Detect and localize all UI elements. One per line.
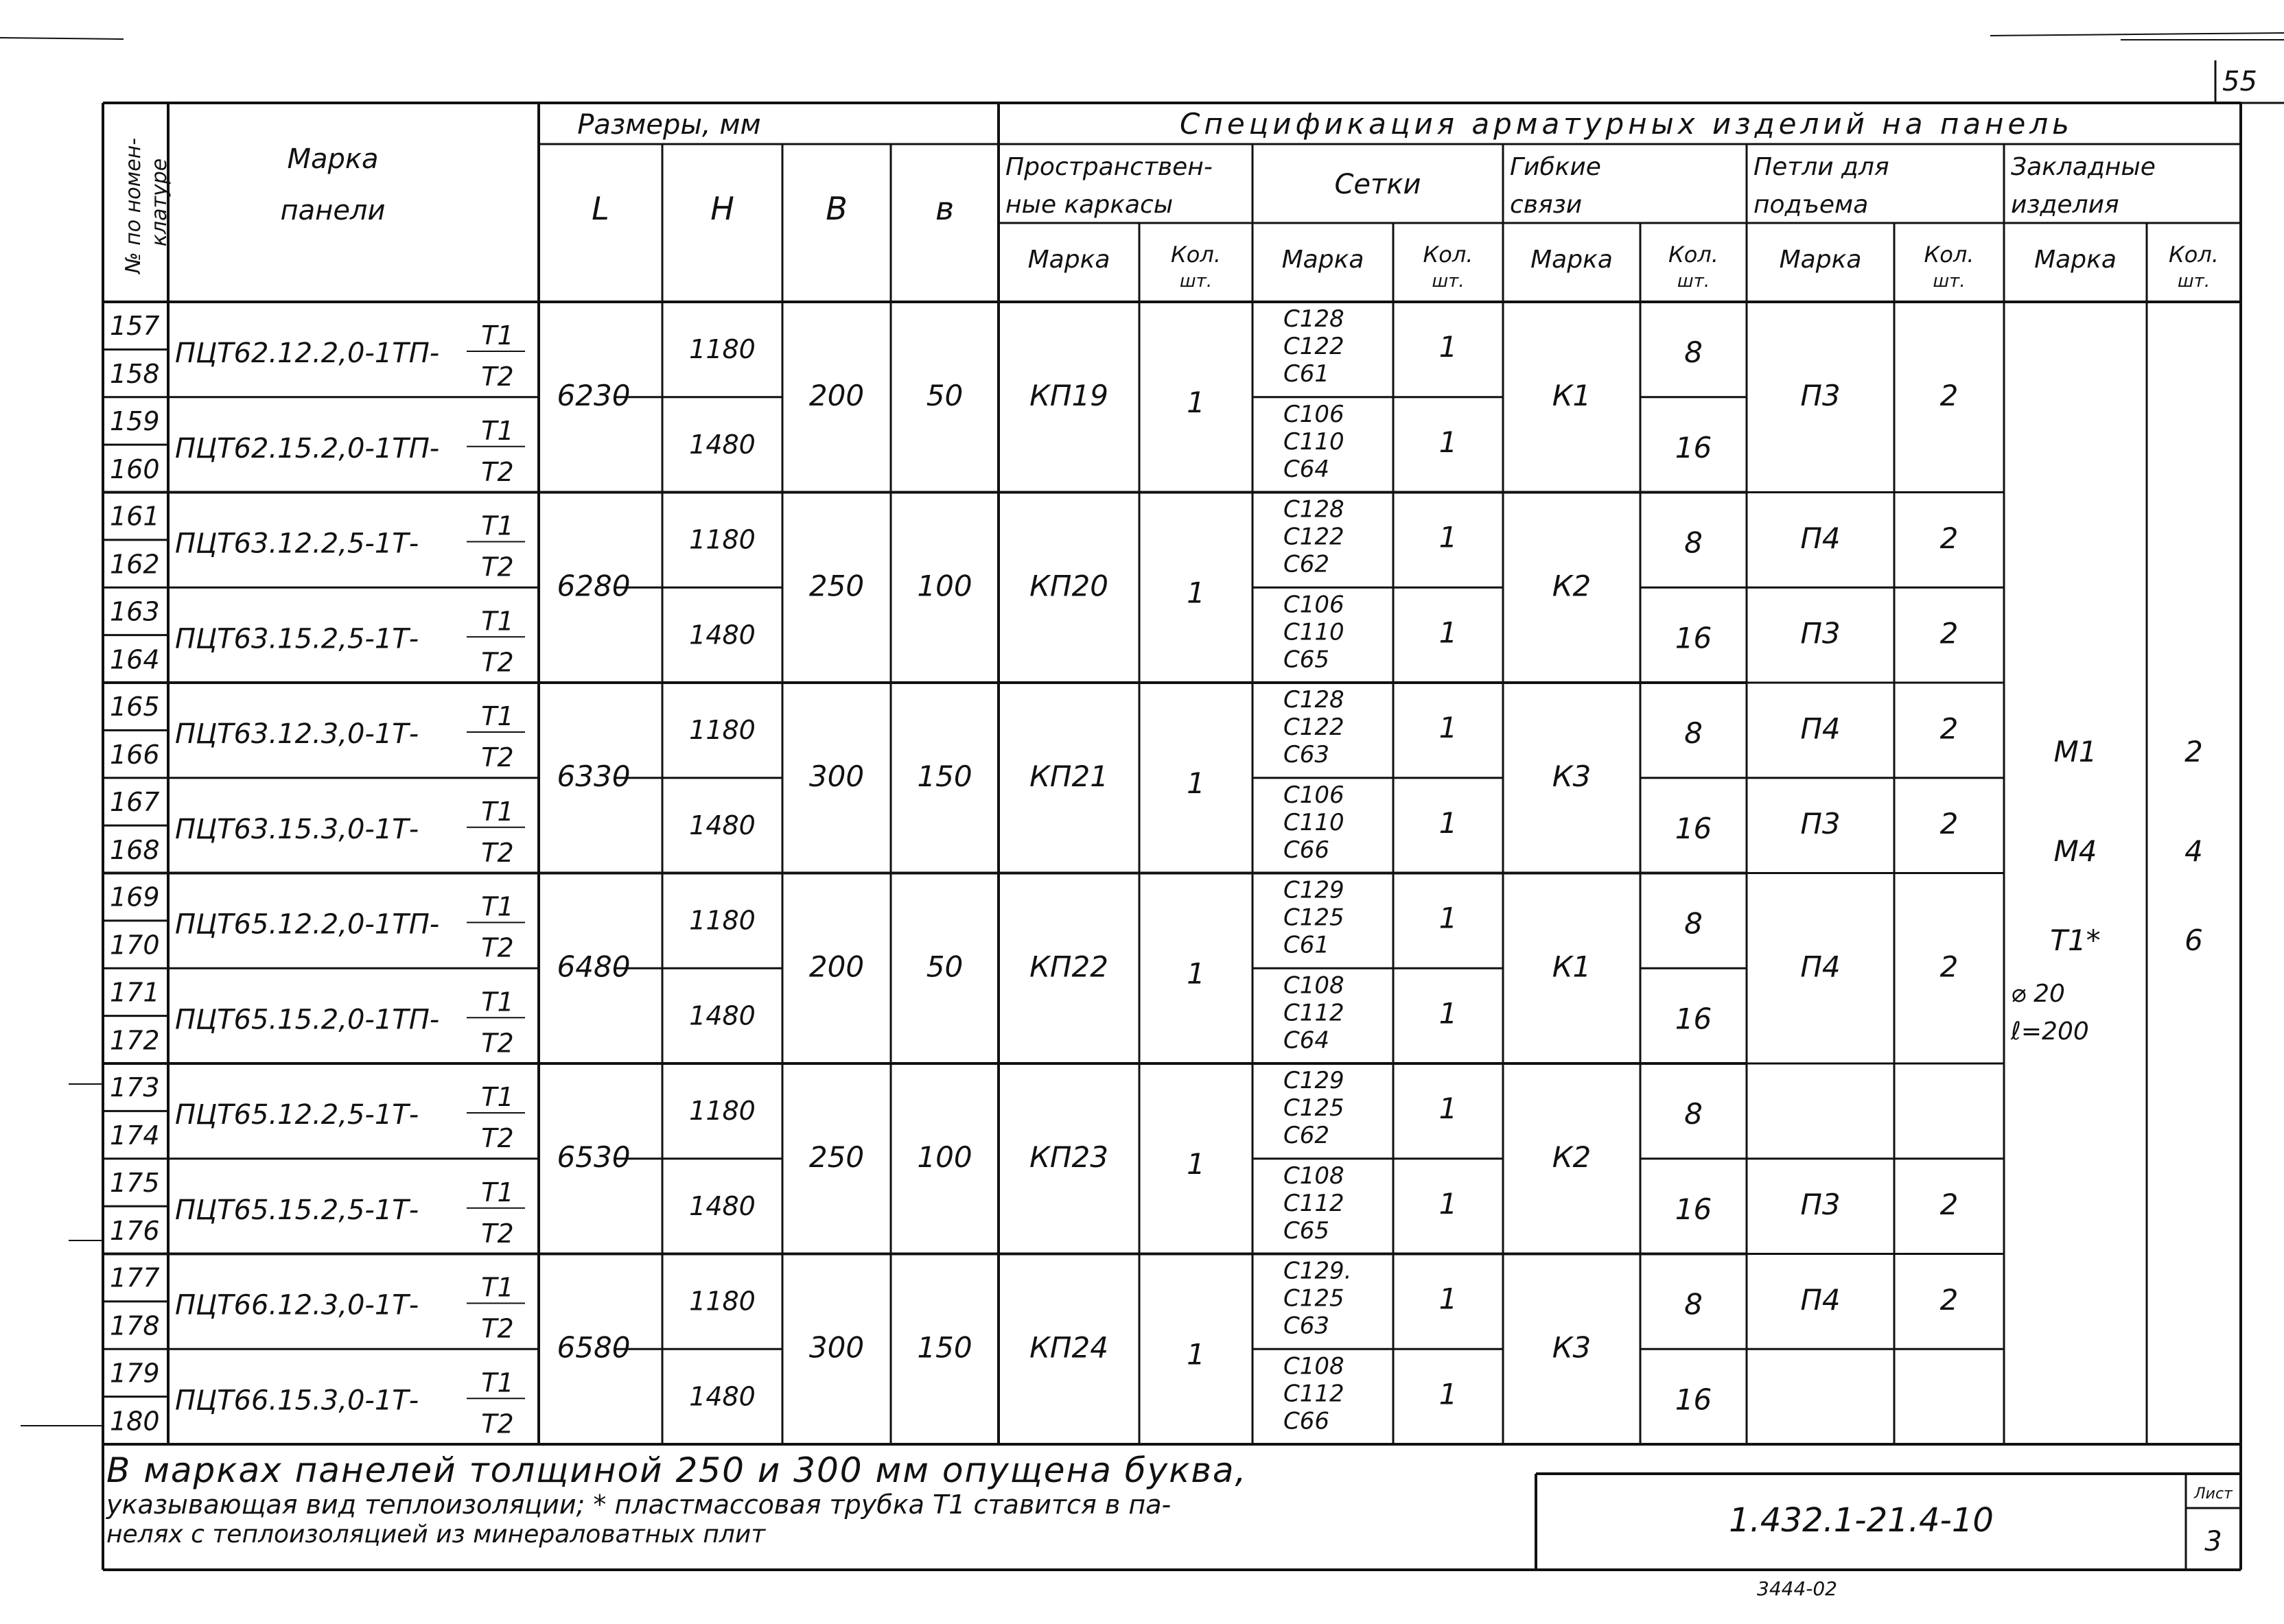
item-number: 170 xyxy=(110,930,160,961)
net-mark: С64 xyxy=(1283,455,1330,483)
tie-qty: 8 xyxy=(1684,1097,1703,1131)
variant-top: Т1 xyxy=(481,1177,514,1208)
loop-qty: 2 xyxy=(1939,521,1959,555)
item-number: 172 xyxy=(110,1025,160,1056)
loop-qty: 2 xyxy=(1939,1188,1959,1222)
header-mark-line1: Марка xyxy=(287,143,379,175)
frame-qty: 1 xyxy=(1187,576,1205,610)
net-mark: С63 xyxy=(1283,1312,1330,1340)
frame-mark: КП24 xyxy=(1029,1330,1108,1365)
net-mark: С122 xyxy=(1283,714,1344,741)
width-value: 250 xyxy=(808,569,865,603)
variant-bottom: Т2 xyxy=(481,1313,514,1344)
net-qty: 1 xyxy=(1438,1377,1458,1411)
net-qty: 1 xyxy=(1438,1186,1458,1221)
item-number: 179 xyxy=(110,1358,160,1389)
header-qty-3-line1: Кол. xyxy=(1668,242,1718,268)
header-marka-5: Марка xyxy=(2034,246,2117,274)
net-mark: С62 xyxy=(1283,550,1330,578)
tie-mark: К3 xyxy=(1552,759,1592,793)
item-number: 173 xyxy=(110,1072,160,1103)
variant-top: Т1 xyxy=(481,796,514,827)
frame-mark: КП21 xyxy=(1029,759,1108,793)
loop-qty: 2 xyxy=(1939,378,1959,412)
embedded-diameter: ⌀ 20 xyxy=(2011,980,2065,1008)
width-value: 200 xyxy=(808,950,865,984)
net-mark: С125 xyxy=(1283,1094,1344,1122)
header-specification: Спецификация арматурных изделий на панель xyxy=(1180,107,2073,141)
net-qty: 1 xyxy=(1438,520,1458,554)
net-mark: С61 xyxy=(1283,360,1330,388)
height-value: 1480 xyxy=(689,1381,756,1412)
tie-qty: 8 xyxy=(1684,906,1703,941)
panel-mark: ПЦТ63.12.2,5-1Т- xyxy=(175,528,419,560)
frame-mark: КП22 xyxy=(1029,950,1108,984)
header-group-1-line1: Пространствен- xyxy=(1005,153,1213,181)
scan-edge-mark xyxy=(1990,33,2284,36)
header-qty-5-line2: шт. xyxy=(2177,271,2211,292)
height-value: 1180 xyxy=(689,334,756,364)
height-value: 1180 xyxy=(689,1286,756,1317)
embedded-length: ℓ=200 xyxy=(2011,1017,2089,1046)
net-mark: С66 xyxy=(1283,836,1330,864)
net-mark: С66 xyxy=(1283,1407,1330,1435)
loop-mark: П4 xyxy=(1800,1282,1841,1317)
panel-mark: ПЦТ65.15.2,0-1ТП- xyxy=(175,1004,440,1036)
embedded-qty: 4 xyxy=(2184,834,2203,868)
header-sizes: Размеры, мм xyxy=(577,109,761,141)
header-qty-5-line1: Кол. xyxy=(2169,242,2219,268)
height-value: 1480 xyxy=(689,810,756,840)
embedded-mark: Т1* xyxy=(2050,923,2101,957)
tie-qty: 8 xyxy=(1684,526,1703,560)
header-nomenclature-number xyxy=(121,131,172,274)
loop-mark: П3 xyxy=(1800,807,1841,841)
header-qty-4-line2: шт. xyxy=(1933,271,1966,292)
width-value: 200 xyxy=(808,378,865,412)
insulation-value: 150 xyxy=(917,1330,972,1365)
variant-bottom: Т2 xyxy=(481,456,514,487)
panel-mark: ПЦТ63.15.2,5-1Т- xyxy=(175,623,419,655)
net-mark: С128 xyxy=(1283,305,1344,333)
net-mark: С62 xyxy=(1283,1122,1330,1149)
inventory-mark: 3444-02 xyxy=(1757,1577,1837,1600)
insulation-value: 100 xyxy=(917,1140,972,1174)
variant-bottom: Т2 xyxy=(481,1028,514,1059)
variant-bottom: Т2 xyxy=(481,552,514,582)
item-number: 177 xyxy=(110,1262,160,1293)
net-mark: С112 xyxy=(1283,1189,1344,1217)
net-mark: С65 xyxy=(1283,1216,1330,1245)
net-mark: С64 xyxy=(1283,1026,1330,1055)
net-qty: 1 xyxy=(1438,1282,1458,1316)
variant-top: Т1 xyxy=(481,606,514,637)
page-number: 55 xyxy=(2222,66,2257,97)
sheet-label: Лист xyxy=(2194,1485,2233,1503)
variant-top: Т1 xyxy=(481,701,514,731)
header-size-1: L xyxy=(592,190,609,227)
sheet-number: 3 xyxy=(2204,1526,2222,1557)
header-qty-2-line2: шт. xyxy=(1432,271,1465,292)
item-number: 162 xyxy=(110,549,160,580)
tie-qty: 8 xyxy=(1684,716,1703,750)
header-group-3-line1: Гибкие xyxy=(1510,153,1601,181)
length-value: 6580 xyxy=(557,1330,631,1365)
tie-qty: 16 xyxy=(1675,811,1712,845)
variant-top: Т1 xyxy=(481,1272,514,1303)
tie-mark: К2 xyxy=(1552,569,1592,603)
panel-mark: ПЦТ66.12.3,0-1Т- xyxy=(175,1289,419,1321)
loop-mark: П3 xyxy=(1800,1188,1841,1222)
insulation-value: 50 xyxy=(926,950,964,984)
panel-mark: ПЦТ63.15.3,0-1Т- xyxy=(175,813,419,845)
header-mark-line2: панели xyxy=(280,195,386,226)
net-mark: С61 xyxy=(1283,931,1330,959)
scan-edge-mark xyxy=(0,38,124,39)
frame-mark: КП20 xyxy=(1029,569,1108,603)
tie-qty: 16 xyxy=(1675,621,1712,655)
net-qty: 1 xyxy=(1438,711,1458,744)
net-qty: 1 xyxy=(1438,615,1458,650)
frame-qty: 1 xyxy=(1187,1337,1205,1372)
tie-mark: К1 xyxy=(1552,378,1592,412)
header-qty-1-line1: Кол. xyxy=(1171,242,1221,268)
item-number: 165 xyxy=(110,692,160,722)
net-mark: С125 xyxy=(1283,904,1344,932)
net-mark: С129 xyxy=(1283,1067,1344,1094)
header-qty-1-line2: шт. xyxy=(1179,271,1213,292)
net-qty: 1 xyxy=(1438,425,1458,459)
tie-qty: 8 xyxy=(1684,336,1703,369)
header-size-4: в xyxy=(935,190,955,227)
net-mark: С129. xyxy=(1283,1257,1352,1285)
net-mark: С122 xyxy=(1283,523,1344,551)
frame-qty: 1 xyxy=(1187,385,1205,419)
item-number: 174 xyxy=(110,1120,160,1151)
header-marka-4: Марка xyxy=(1779,246,1862,274)
loop-mark: П4 xyxy=(1800,521,1841,555)
embedded-qty: 2 xyxy=(2184,735,2203,768)
variant-bottom: Т2 xyxy=(481,647,514,678)
height-value: 1480 xyxy=(689,429,756,460)
height-value: 1180 xyxy=(689,715,756,745)
panel-mark: ПЦТ62.15.2,0-1ТП- xyxy=(175,432,440,464)
insulation-value: 50 xyxy=(926,378,964,412)
width-value: 300 xyxy=(808,1330,865,1365)
variant-bottom: Т2 xyxy=(481,742,514,773)
height-value: 1180 xyxy=(689,524,756,555)
item-number: 160 xyxy=(110,454,160,484)
item-number: 159 xyxy=(110,405,160,436)
net-mark: С112 xyxy=(1283,999,1344,1027)
loop-mark: П3 xyxy=(1800,378,1841,412)
loop-qty: 2 xyxy=(1939,711,1959,746)
panel-mark: ПЦТ63.12.3,0-1Т- xyxy=(175,718,419,750)
net-mark: С122 xyxy=(1283,333,1344,360)
embedded-mark: М1 xyxy=(2053,735,2097,768)
item-number: 161 xyxy=(110,501,160,532)
net-qty: 1 xyxy=(1438,996,1458,1031)
item-number: 163 xyxy=(110,596,160,627)
net-qty: 1 xyxy=(1438,901,1458,935)
variant-top: Т1 xyxy=(481,1367,514,1398)
length-value: 6330 xyxy=(557,759,631,793)
length-value: 6480 xyxy=(557,950,631,984)
frame-mark: КП23 xyxy=(1029,1140,1108,1174)
tie-mark: К1 xyxy=(1552,950,1592,984)
variant-top: Т1 xyxy=(481,415,514,446)
variant-bottom: Т2 xyxy=(481,362,514,392)
loop-qty: 2 xyxy=(1939,807,1959,841)
embedded-mark: М4 xyxy=(2053,834,2097,868)
net-mark: С108 xyxy=(1283,1352,1344,1380)
item-number: 167 xyxy=(110,786,160,817)
variant-bottom: Т2 xyxy=(481,1409,514,1439)
tie-qty: 16 xyxy=(1675,1192,1712,1226)
net-mark: С110 xyxy=(1283,427,1344,456)
item-number: 180 xyxy=(110,1406,160,1437)
loop-mark: П3 xyxy=(1800,616,1841,650)
height-value: 1480 xyxy=(689,1190,756,1221)
loop-qty: 2 xyxy=(1939,950,1959,984)
net-mark: С125 xyxy=(1283,1284,1344,1313)
net-qty: 1 xyxy=(1438,805,1458,840)
height-value: 1480 xyxy=(689,620,756,650)
net-mark: С106 xyxy=(1283,400,1344,428)
header-qty-4-line1: Кол. xyxy=(1924,242,1974,268)
height-value: 1480 xyxy=(689,1000,756,1031)
net-mark: С128 xyxy=(1283,495,1344,523)
frame-qty: 1 xyxy=(1187,956,1205,991)
tie-mark: К3 xyxy=(1552,1330,1592,1365)
tie-qty: 16 xyxy=(1675,1382,1712,1417)
header-group-5-line1: Закладные xyxy=(2011,153,2156,181)
frame-qty: 1 xyxy=(1187,1146,1205,1181)
net-mark: С63 xyxy=(1283,741,1330,768)
header-marka-3: Марка xyxy=(1530,246,1613,274)
variant-top: Т1 xyxy=(481,891,514,922)
note-line-3: нелях с теплоизоляцией из минераловатных плит xyxy=(106,1520,766,1549)
panel-mark: ПЦТ66.15.3,0-1Т- xyxy=(175,1385,419,1417)
item-number: 169 xyxy=(110,882,160,913)
height-value: 1180 xyxy=(689,1096,756,1126)
panel-mark: ПЦТ65.12.2,0-1ТП- xyxy=(175,908,440,941)
item-number: 178 xyxy=(110,1310,160,1341)
item-number: 175 xyxy=(110,1167,160,1198)
length-value: 6530 xyxy=(557,1140,631,1174)
item-number: 158 xyxy=(110,359,160,389)
tie-qty: 16 xyxy=(1675,1002,1712,1036)
loop-mark: П4 xyxy=(1800,711,1841,746)
header-qty-3-line2: шт. xyxy=(1677,271,1710,292)
panel-mark: ПЦТ65.12.2,5-1Т- xyxy=(175,1099,419,1131)
net-qty: 1 xyxy=(1438,1092,1458,1125)
insulation-value: 150 xyxy=(917,759,972,793)
item-number: 164 xyxy=(110,644,160,675)
net-mark: С106 xyxy=(1283,591,1344,619)
tie-qty: 16 xyxy=(1675,430,1712,464)
item-number: 166 xyxy=(110,740,160,770)
tie-qty: 8 xyxy=(1684,1287,1703,1321)
loop-mark: П4 xyxy=(1800,950,1841,984)
header-group-4-line2: подъема xyxy=(1753,191,1869,219)
item-number: 176 xyxy=(110,1215,160,1246)
header-group-4-line1: Петли для xyxy=(1753,153,1889,181)
insulation-value: 100 xyxy=(917,569,972,603)
net-mark: С108 xyxy=(1283,1162,1344,1190)
frame-mark: КП19 xyxy=(1029,378,1108,412)
notes xyxy=(106,1451,1534,1550)
header-group-5-line2: изделия xyxy=(2011,191,2119,219)
net-mark: С110 xyxy=(1283,808,1344,836)
note-line-1: В марках панелей толщиной 250 и 300 мм опущена буква, xyxy=(106,1450,1248,1490)
height-value: 1180 xyxy=(689,905,756,936)
variant-bottom: Т2 xyxy=(481,1218,514,1249)
item-number: 157 xyxy=(110,311,160,341)
header-marka-1: Марка xyxy=(1027,246,1110,274)
variant-top: Т1 xyxy=(481,320,514,351)
net-mark: С65 xyxy=(1283,646,1330,674)
item-number: 171 xyxy=(110,977,160,1008)
panel-mark: ПЦТ62.12.2,0-1ТП- xyxy=(175,338,440,369)
header-size-3: В xyxy=(826,190,848,227)
net-mark: С112 xyxy=(1283,1380,1344,1408)
net-mark: С129 xyxy=(1283,876,1344,904)
tie-mark: К2 xyxy=(1552,1140,1592,1174)
net-qty: 1 xyxy=(1438,330,1458,364)
header-group-1-line2: ные каркасы xyxy=(1005,191,1174,219)
item-number: 168 xyxy=(110,834,160,865)
embedded-qty: 6 xyxy=(2184,923,2203,957)
header-qty-2-line1: Кол. xyxy=(1423,242,1473,268)
variant-top: Т1 xyxy=(481,510,514,541)
loop-qty: 2 xyxy=(1939,1282,1959,1317)
net-mark: С128 xyxy=(1283,686,1344,714)
variant-top: Т1 xyxy=(481,1082,514,1112)
panel-mark: ПЦТ65.15.2,5-1Т- xyxy=(175,1194,419,1226)
net-mark: С108 xyxy=(1283,972,1344,1000)
header-marka-2: Марка xyxy=(1281,246,1364,274)
header-group-2: Сетки xyxy=(1334,169,1421,200)
loop-qty: 2 xyxy=(1939,616,1959,650)
net-mark: С110 xyxy=(1283,618,1344,646)
length-value: 6280 xyxy=(557,569,631,603)
header-nomenclature-line1: № по номен- xyxy=(121,137,145,274)
length-value: 6230 xyxy=(557,378,631,412)
variant-bottom: Т2 xyxy=(481,837,514,868)
header-size-2: H xyxy=(710,190,734,227)
header-group-3-line2: связи xyxy=(1510,191,1583,219)
note-line-2: указывающая вид теплоизоляции; * пластмассовая трубка Т1 ставится в па- xyxy=(106,1490,1172,1520)
header-nomenclature-line2: клатуре xyxy=(148,158,172,247)
width-value: 300 xyxy=(808,759,865,793)
drawing-code: 1.432.1-21.4-10 xyxy=(1729,1501,1994,1540)
variant-bottom: Т2 xyxy=(481,1123,514,1153)
frame-qty: 1 xyxy=(1187,766,1205,800)
net-mark: С106 xyxy=(1283,781,1344,809)
variant-bottom: Т2 xyxy=(481,932,514,963)
variant-top: Т1 xyxy=(481,987,514,1017)
width-value: 250 xyxy=(808,1140,865,1174)
